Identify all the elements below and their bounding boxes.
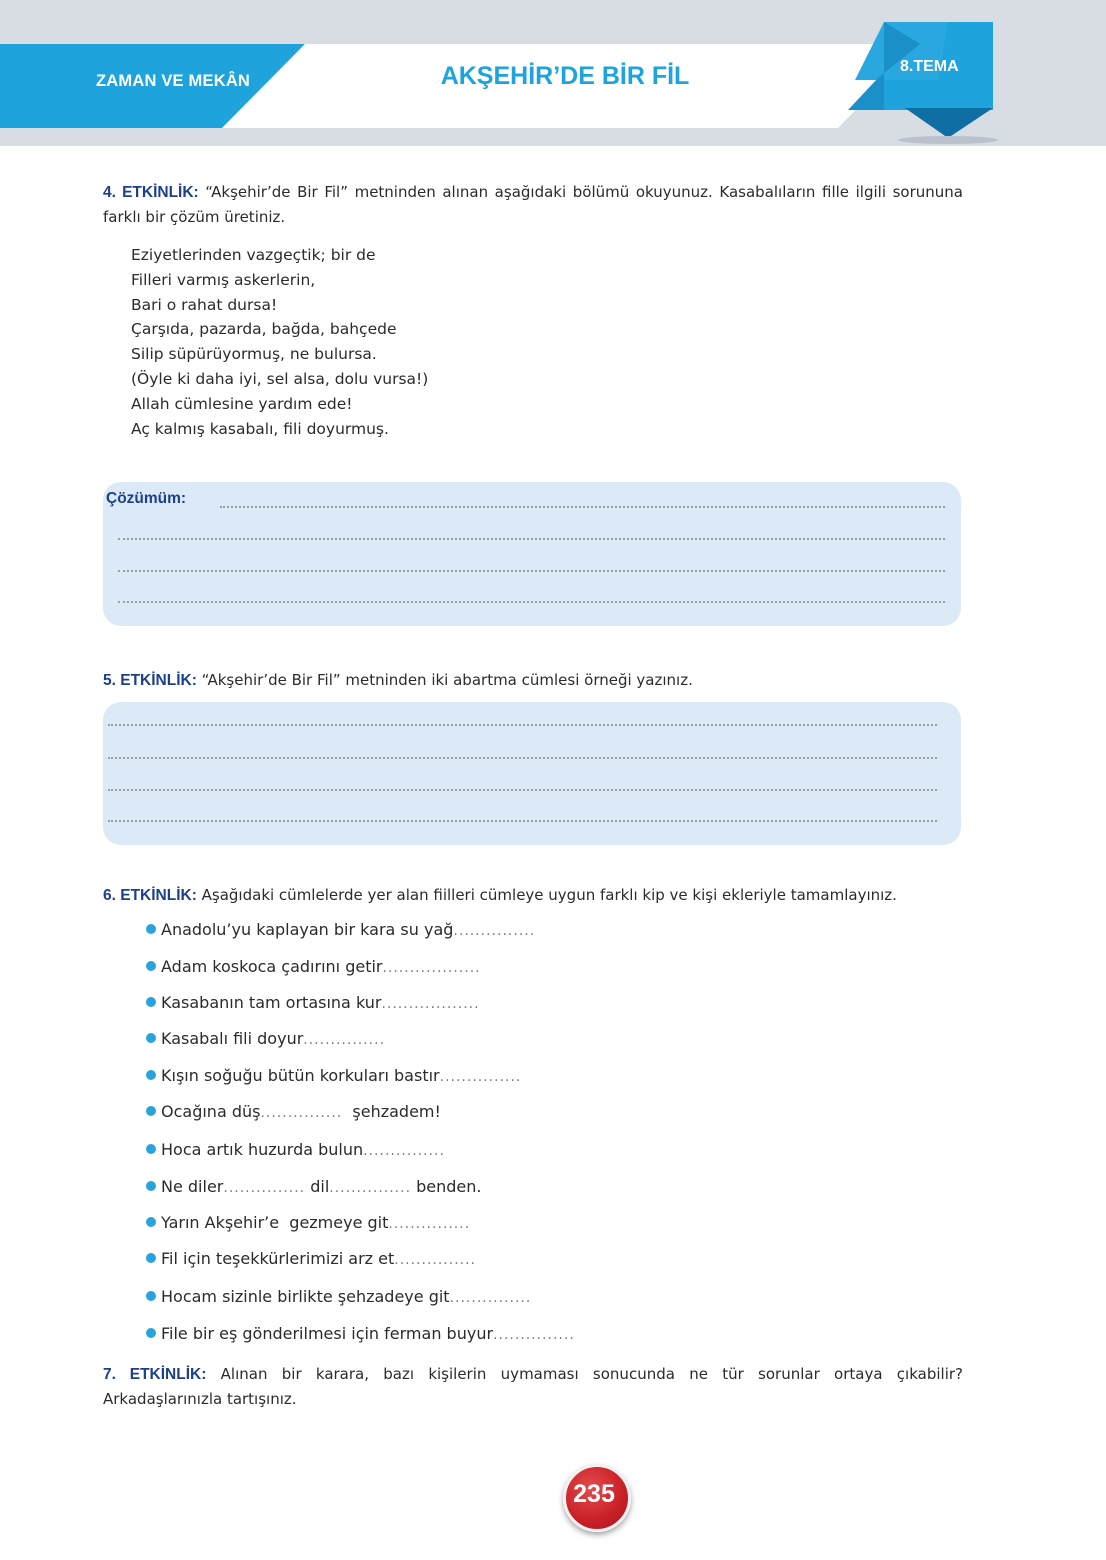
- bullet-icon: [146, 1328, 156, 1338]
- answer-line[interactable]: [108, 757, 937, 759]
- activity-5-text: “Akşehir’de Bir Fil” metninden iki abartma cümlesi örneği yazınız.: [196, 671, 693, 689]
- bullet-icon: [146, 1070, 156, 1080]
- blank[interactable]: ...............: [363, 1143, 445, 1159]
- activity-6-instruction: [103, 883, 963, 908]
- poem-line: Silip süpürüyormuş, ne bulursa.: [131, 345, 377, 364]
- activity-7-text: Alınan bir karara, bazı kişilerin uymaması sonucunda ne tür sorunlar ortaya çıkabilir? Arkadaşlarınızla tartışınız.: [103, 1365, 963, 1408]
- activity-7-instruction: [103, 1362, 963, 1411]
- answer-line[interactable]: [118, 601, 945, 603]
- list-item: Fil için teşekkürlerimizi arz et...............: [146, 1247, 476, 1272]
- list-item: Anadolu’yu kaplayan bir kara su yağ...............: [146, 918, 535, 943]
- answer-line[interactable]: [220, 506, 945, 508]
- theme-label: 8.TEMA: [900, 58, 959, 75]
- poem-line: Eziyetlerinden vazgeçtik; bir de: [131, 246, 376, 264]
- blank[interactable]: ...............: [394, 1252, 477, 1268]
- poem-line: Çarşıda, pazarda, bağda, bahçede: [131, 320, 397, 339]
- section-label: ZAMAN VE MEKÂN: [96, 72, 251, 90]
- list-item: Kasabanın tam ortasına kur..................: [146, 991, 480, 1016]
- blank[interactable]: ...............: [303, 1032, 386, 1048]
- activity-4-label: 4. ETKİNLİK:: [103, 184, 199, 201]
- answer-line[interactable]: [108, 724, 937, 726]
- poem-line: (Öyle ki daha iyi, sel alsa, dolu vursa!): [131, 369, 429, 388]
- solution-label: Çözümüm:: [106, 490, 187, 507]
- answer-line[interactable]: [118, 570, 945, 572]
- blank[interactable]: ..................: [382, 960, 481, 976]
- bullet-icon: [146, 1033, 156, 1043]
- blank[interactable]: ...............: [439, 1069, 522, 1085]
- activity-6-label: 6. ETKİNLİK:: [103, 887, 197, 904]
- bullet-icon: [146, 924, 156, 934]
- solution-answer-box[interactable]: [103, 482, 961, 626]
- activity-7-label: 7. ETKİNLİK:: [103, 1366, 207, 1383]
- poem-line: Allah cümlesine yardım ede!: [131, 394, 353, 413]
- answer-line[interactable]: [108, 820, 937, 822]
- poem-line: Filleri varmış askerlerin,: [131, 270, 316, 289]
- activity-4-instruction: [103, 180, 963, 229]
- list-item: Hoca artık huzurda bulun...............: [146, 1138, 445, 1163]
- page-title: AKŞEHİR’DE BİR FİL: [440, 62, 690, 90]
- blank[interactable]: ...............: [493, 1327, 575, 1343]
- poem-line: Bari o rahat dursa!: [131, 295, 278, 314]
- blank[interactable]: ...............: [449, 1290, 532, 1306]
- blank[interactable]: ...............: [329, 1180, 412, 1196]
- activity-4-text: “Akşehir’de Bir Fil” metninden alınan aşağıdaki bölümü okuyunuz. Kasabalıların fille ilgili sorununa farklı bir çözüm üretiniz.: [103, 183, 963, 226]
- list-item: Ocağına düş............... şehzadem!: [146, 1100, 441, 1125]
- activity-5-instruction: [103, 668, 963, 693]
- blank[interactable]: ...............: [260, 1105, 343, 1121]
- list-item: Kasabalı fili doyur...............: [146, 1027, 385, 1052]
- answer-line[interactable]: [108, 789, 937, 791]
- activity-5-label: 5. ETKİNLİK:: [103, 672, 197, 689]
- poem-line: Aç kalmış kasabalı, fili doyurmuş.: [131, 419, 389, 438]
- list-item: Kışın soğuğu bütün korkuları bastır...............: [146, 1064, 521, 1089]
- list-item: File bir eş gönderilmesi için ferman buyur...............: [146, 1322, 575, 1347]
- blank[interactable]: ..................: [381, 996, 480, 1012]
- blank[interactable]: ...............: [223, 1180, 306, 1196]
- activity-6-text: Aşağıdaki cümlelerde yer alan fiilleri cümleye uygun farklı kip ve kişi ekleriyle tamamlayınız.: [196, 886, 897, 904]
- bullet-icon: [146, 1106, 156, 1116]
- blank[interactable]: ...............: [388, 1216, 471, 1232]
- answer-line[interactable]: [118, 538, 945, 540]
- bullet-icon: [146, 997, 156, 1007]
- bullet-icon: [146, 1181, 156, 1191]
- bullet-icon: [146, 961, 156, 971]
- page-number-badge: [557, 1460, 633, 1536]
- list-item: Hocam sizinle birlikte şehzadeye git...............: [146, 1285, 531, 1310]
- blank[interactable]: ...............: [453, 923, 536, 939]
- bullet-icon: [146, 1144, 156, 1154]
- bullet-icon: [146, 1291, 156, 1301]
- bullet-icon: [146, 1217, 156, 1227]
- list-item: Adam koskoca çadırını getir..................: [146, 955, 481, 980]
- poem: [131, 243, 428, 441]
- bullet-icon: [146, 1253, 156, 1263]
- page-number: 235: [573, 1480, 615, 1508]
- list-item: Ne diler............... dil............... benden.: [146, 1175, 482, 1200]
- list-item: Yarın Akşehir’e gezmeye git...............: [146, 1211, 470, 1236]
